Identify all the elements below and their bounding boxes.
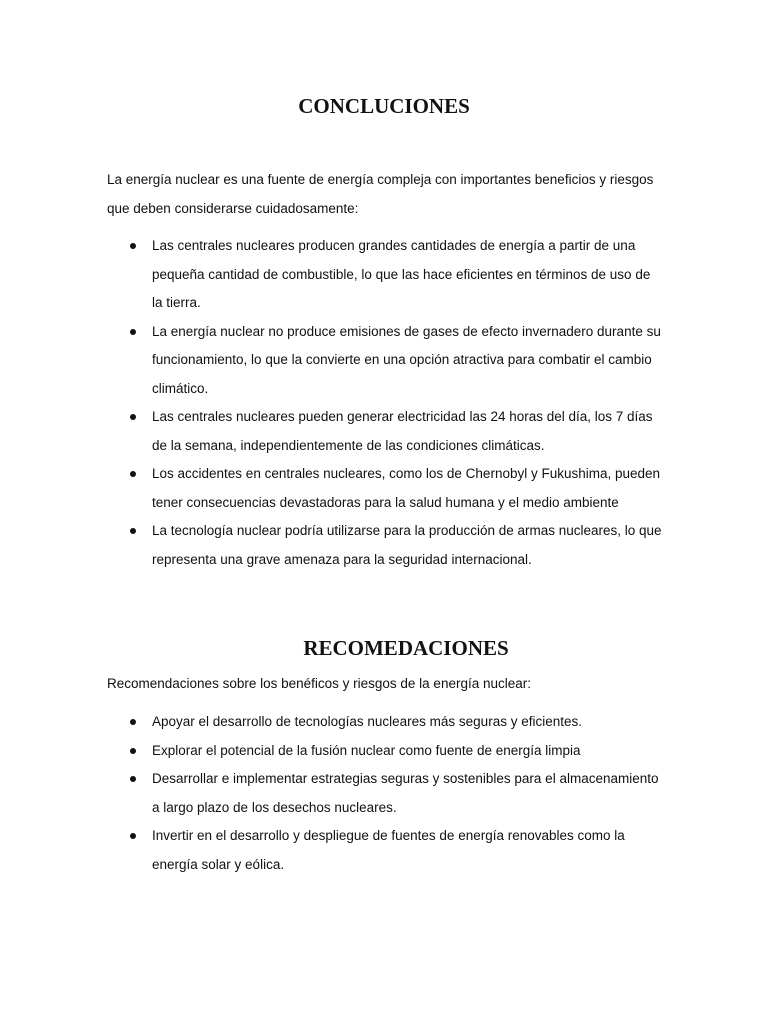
list-item-text: Invertir en el desarrollo y despliegue de fuentes de energía renovables como la energía solar y eólica. (152, 828, 625, 872)
bullet-icon (130, 748, 136, 754)
recomendaciones-list (107, 708, 663, 879)
list-item (107, 737, 663, 766)
list-item (107, 232, 663, 318)
list-item-text: Las centrales nucleares pueden generar electricidad las 24 horas del día, los 7 días de la semana, independientemente de las condiciones climáticas. (152, 409, 653, 453)
list-item-text: Los accidentes en centrales nucleares, como los de Chernobyl y Fukushima, pueden tener consecuencias devastadoras para la salud humana y el medio ambiente (152, 466, 661, 510)
list-item-text: Explorar el potencial de la fusión nuclear como fuente de energía limpia (152, 742, 581, 758)
conclusiones-intro: La energía nuclear es una fuente de energía compleja con importantes beneficios y riesgos que deben considerarse cuidadosamente: (107, 172, 654, 216)
list-item-text: Desarrollar e implementar estrategias seguras y sostenibles para el almacenamiento a largo plazo de los desechos nucleares. (152, 771, 659, 815)
list-item-text: La energía nuclear no produce emisiones de gases de efecto invernadero durante su funcionamiento, lo que la convierte en una opción atractiva para combatir el cambio climático. (152, 323, 661, 396)
conclusiones-list (107, 232, 663, 574)
list-item-text: La tecnología nuclear podría utilizarse para la producción de armas nucleares, lo que representa una grave amenaza para la seguridad internacional. (152, 523, 662, 567)
bullet-icon (130, 329, 136, 335)
conclusiones-heading: CONCLUCIONES (298, 94, 470, 118)
list-item (107, 318, 663, 404)
list-item (107, 517, 663, 574)
bullet-icon (130, 243, 136, 249)
list-item-text: Las centrales nucleares producen grandes cantidades de energía a partir de una pequeña cantidad de combustible, lo que las hace eficientes en términos de uso de la tierra. (152, 238, 651, 310)
bullet-icon (130, 719, 136, 725)
bullet-icon (130, 414, 136, 420)
bullet-icon (130, 833, 136, 839)
recomendaciones-heading: RECOMEDACIONES (303, 636, 509, 660)
list-item (107, 822, 663, 879)
list-item-text: Apoyar el desarrollo de tecnologías nucleares más seguras y eficientes. (152, 714, 582, 729)
recomendaciones-intro: Recomendaciones sobre los benéficos y riesgos de la energía nuclear: (107, 676, 531, 691)
bullet-icon (130, 471, 136, 477)
list-item (107, 460, 663, 517)
list-item (107, 403, 663, 460)
list-item (107, 708, 663, 737)
list-item (107, 765, 663, 822)
bullet-icon (130, 528, 136, 534)
bullet-icon (130, 776, 136, 782)
